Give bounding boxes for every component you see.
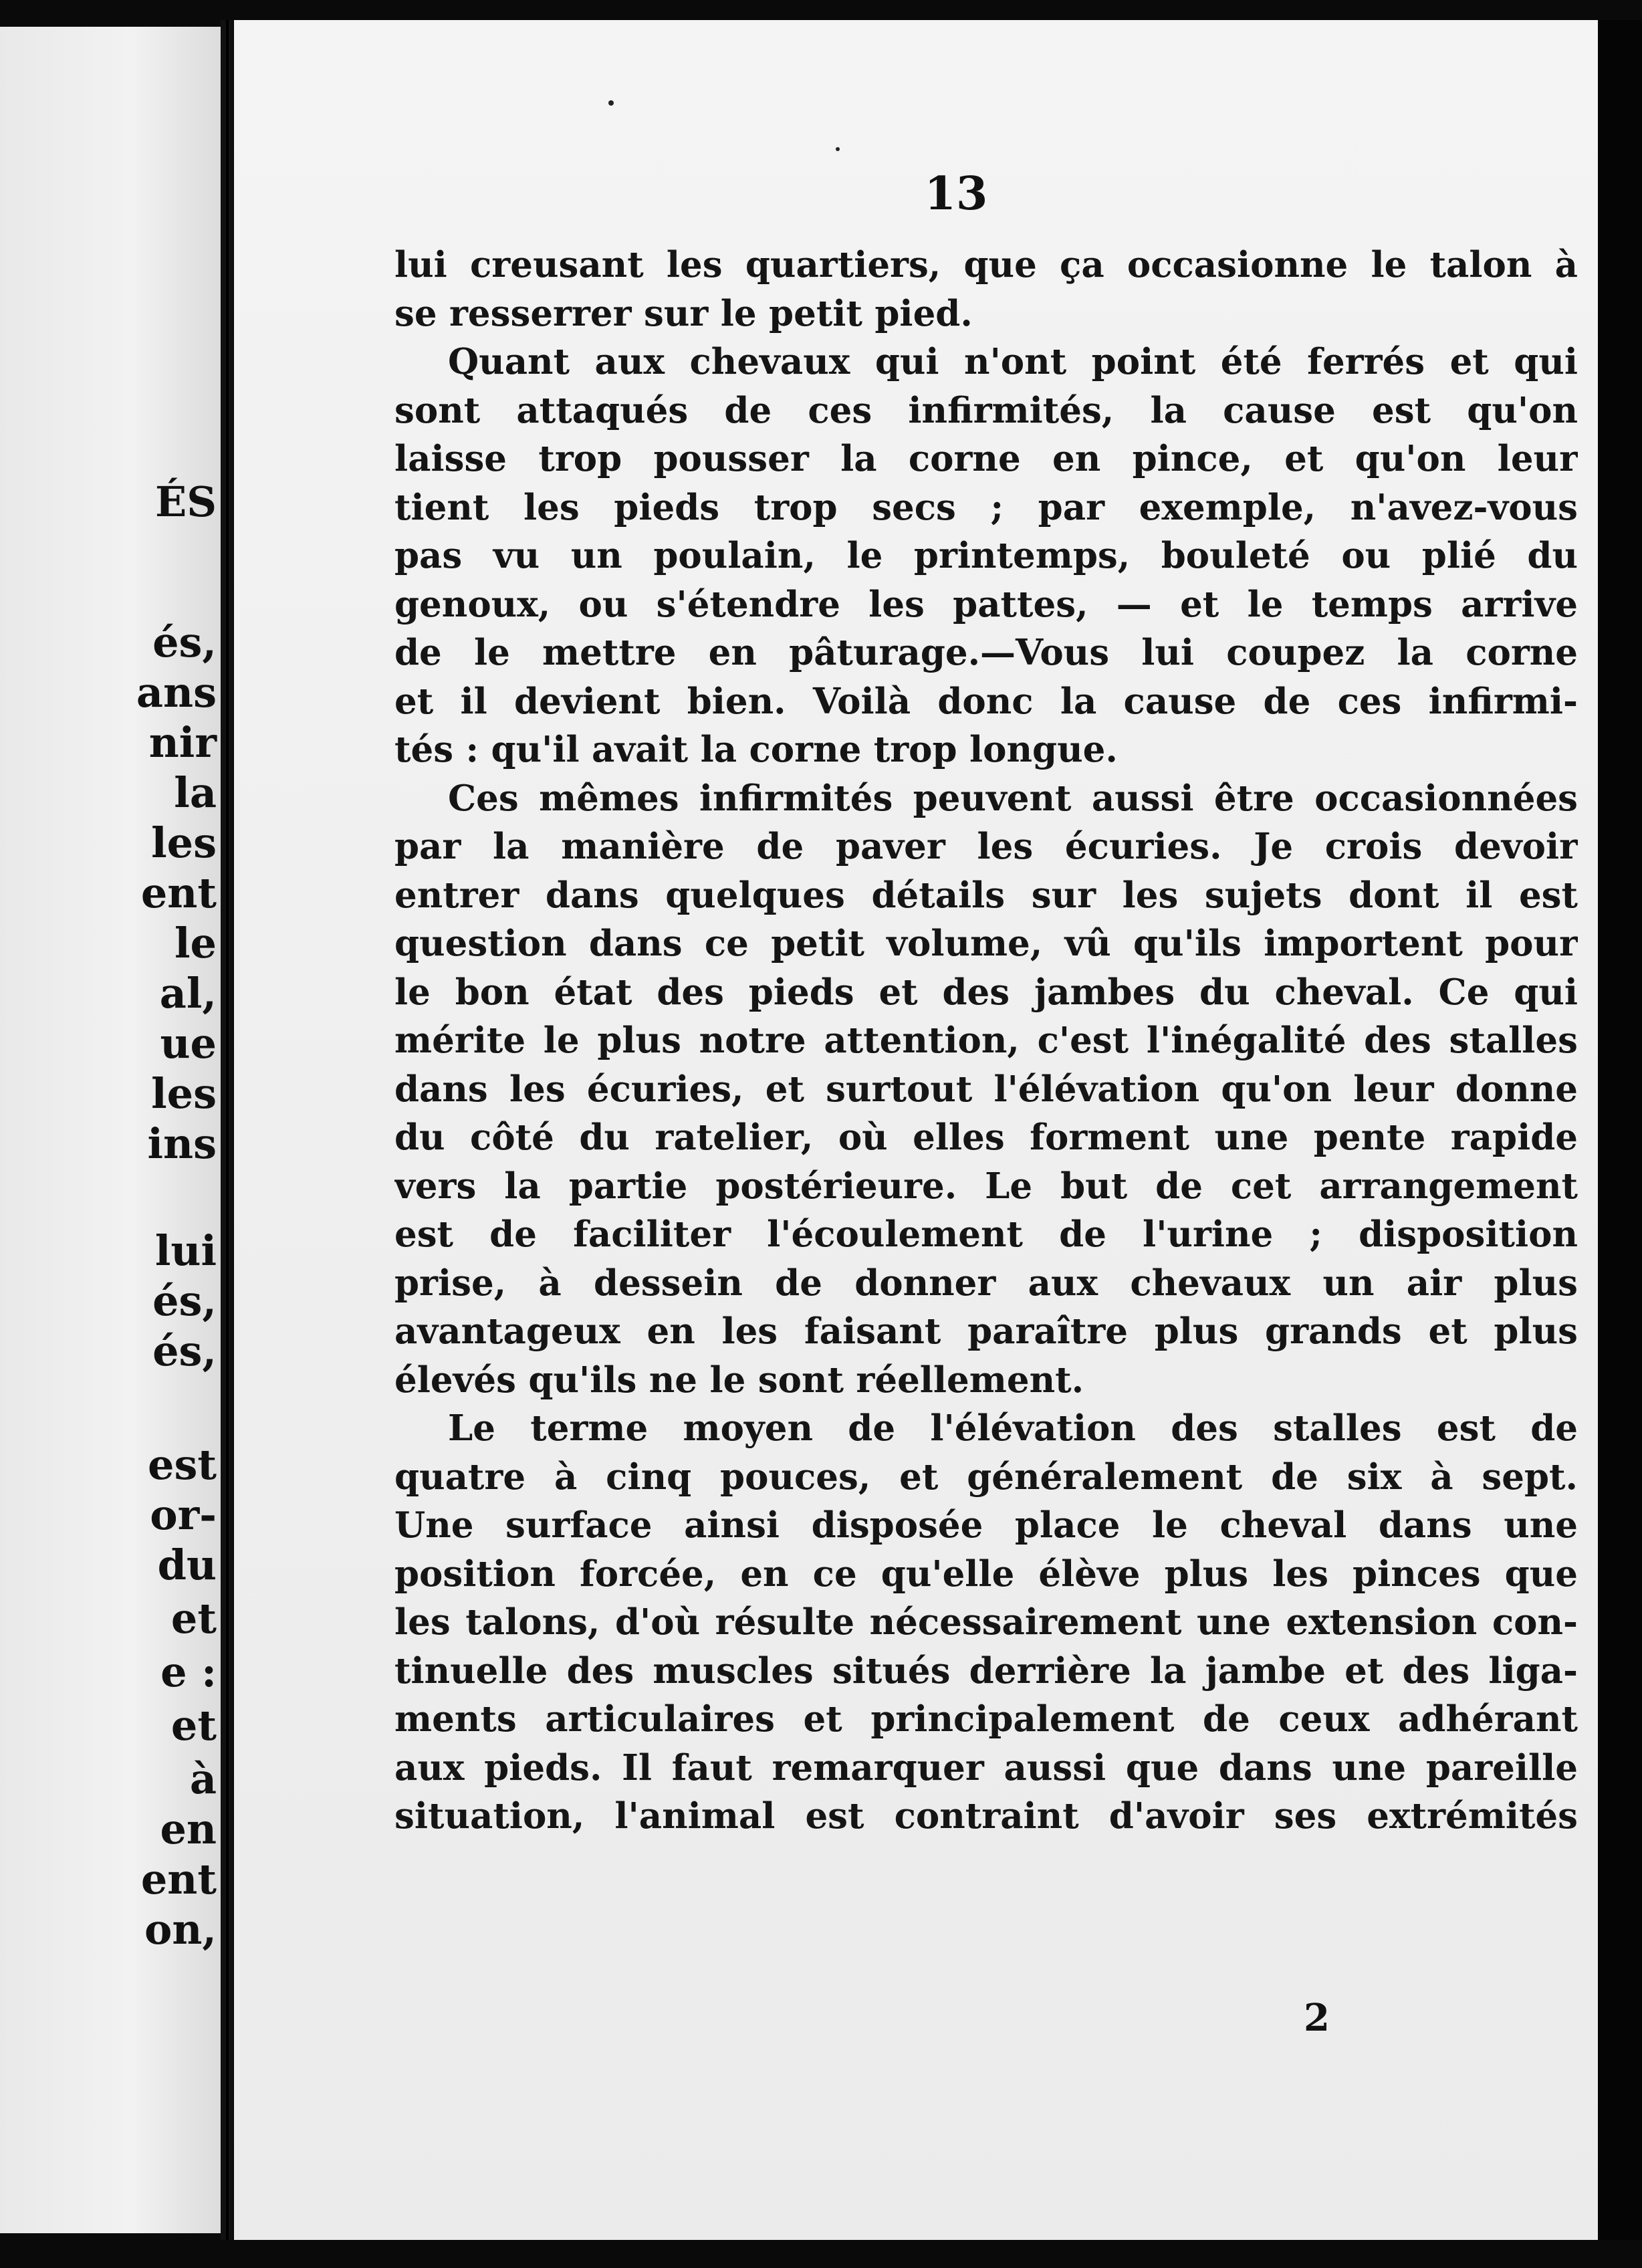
text-line: quatre à cinq pouces, et généralement de six à sept. xyxy=(394,1456,1578,1498)
left-fragment: ins xyxy=(147,1119,217,1168)
text-line: laisse trop pousser la corne en pince, et qu'on leur xyxy=(394,438,1578,479)
ink-speck xyxy=(608,100,614,106)
left-fragment: or- xyxy=(150,1490,217,1539)
text-line: pas vu un poulain, le printemps, bouleté ou plié du xyxy=(394,535,1578,576)
text-line: entrer dans quelques détails sur les sujets dont il est xyxy=(394,874,1578,916)
current-page xyxy=(234,20,1598,2240)
left-fragment: les xyxy=(151,1069,217,1118)
text-line: question dans ce petit volume, vû qu'ils importent pour xyxy=(394,923,1578,964)
text-line: le bon état des pieds et des jambes du cheval. Ce qui xyxy=(394,971,1578,1013)
text-line: avantageux en les faisant paraître plus grands et plus xyxy=(394,1311,1578,1352)
text-line: situation, l'animal est contraint d'avoir ses extrémités xyxy=(394,1795,1578,1837)
left-fragment: et xyxy=(170,1594,217,1643)
text-line: prise, à dessein de donner aux chevaux un air plus xyxy=(394,1262,1578,1304)
left-fragment: ans xyxy=(136,668,217,717)
left-fragment: en xyxy=(160,1805,217,1853)
left-fragment: lui xyxy=(154,1226,217,1275)
signature-mark: 2 xyxy=(1304,1996,1330,2040)
left-fragment: à xyxy=(189,1754,217,1803)
left-fragment: du xyxy=(157,1541,217,1589)
left-fragment: ue xyxy=(160,1019,217,1068)
text-line: mérite le plus notre attention, c'est l'inégalité des stalles xyxy=(394,1020,1578,1061)
previous-page-fragment xyxy=(0,27,221,2233)
text-line: Le terme moyen de l'élévation des stalles est de xyxy=(448,1407,1578,1449)
text-line: est de faciliter l'écoulement de l'urine ; disposition xyxy=(394,1214,1578,1255)
page-number: 13 xyxy=(924,167,988,221)
left-fragment: és, xyxy=(152,1327,217,1375)
scan-border xyxy=(1598,20,1642,2240)
page-body-text xyxy=(394,241,1578,1841)
text-line: tient les pieds trop secs ; par exemple, n'avez-vous xyxy=(394,486,1578,528)
text-line: genoux, ou s'étendre les pattes, — et le temps arrive xyxy=(394,583,1578,625)
text-line: sont attaqués de ces infirmités, la cause est qu'on xyxy=(394,389,1578,431)
text-line: aux pieds. Il faut remarquer aussi que dans une pareille xyxy=(394,1746,1578,1789)
text-line: se resserrer sur le petit pied. xyxy=(394,292,973,334)
text-line: Ces mêmes infirmités peuvent aussi être occasionnées xyxy=(448,777,1578,819)
left-fragment: la xyxy=(174,768,217,817)
text-line: vers la partie postérieure. Le but de cet arrangement xyxy=(394,1165,1578,1207)
text-line: les talons, d'où résulte nécessairement une extension con- xyxy=(394,1601,1578,1643)
text-line: position forcée, en ce qu'elle élève plus les pinces que xyxy=(394,1553,1578,1595)
text-line: tés : qu'il avait la corne trop longue. xyxy=(394,729,1118,770)
spine-line xyxy=(226,20,229,2240)
left-fragment: est xyxy=(148,1440,217,1489)
left-fragment: ÉS xyxy=(154,477,217,526)
left-fragment: al, xyxy=(159,969,217,1018)
text-line: dans les écuries, et surtout l'élévation qu'on leur donne xyxy=(394,1068,1578,1110)
ink-speck xyxy=(836,147,840,151)
text-line: élevés qu'ils ne le sont réellement. xyxy=(394,1359,1084,1401)
text-line: de le mettre en pâturage.—Vous lui coupez la corne xyxy=(394,632,1578,673)
left-fragment: és, xyxy=(152,618,217,667)
text-line: lui creusant les quartiers, que ça occasionne le talon à xyxy=(394,244,1578,286)
left-fragment: on, xyxy=(144,1905,217,1954)
left-fragment: ent xyxy=(140,1855,217,1904)
text-line: et il devient bien. Voilà donc la cause de ces infirmi- xyxy=(394,680,1578,722)
text-line: par la manière de paver les écuries. Je crois devoir xyxy=(394,826,1578,867)
left-fragment: és, xyxy=(152,1276,217,1325)
left-fragment: nir xyxy=(148,718,217,767)
text-line: du côté du ratelier, où elles forment une pente rapide xyxy=(394,1117,1578,1158)
left-fragment: e : xyxy=(160,1648,217,1696)
text-line: tinuelle des muscles situés derrière la jambe et des liga- xyxy=(394,1650,1578,1692)
text-line: Une surface ainsi disposée place le cheval dans une xyxy=(394,1504,1578,1546)
left-fragment: les xyxy=(151,818,217,867)
left-fragment: ent xyxy=(140,869,217,917)
left-fragment: et xyxy=(170,1701,217,1750)
left-fragment: le xyxy=(174,919,217,968)
text-line: ments articulaires et principalement de ceux adhérant xyxy=(394,1698,1578,1740)
text-line: Quant aux chevaux qui n'ont point été ferrés et qui xyxy=(448,341,1578,382)
